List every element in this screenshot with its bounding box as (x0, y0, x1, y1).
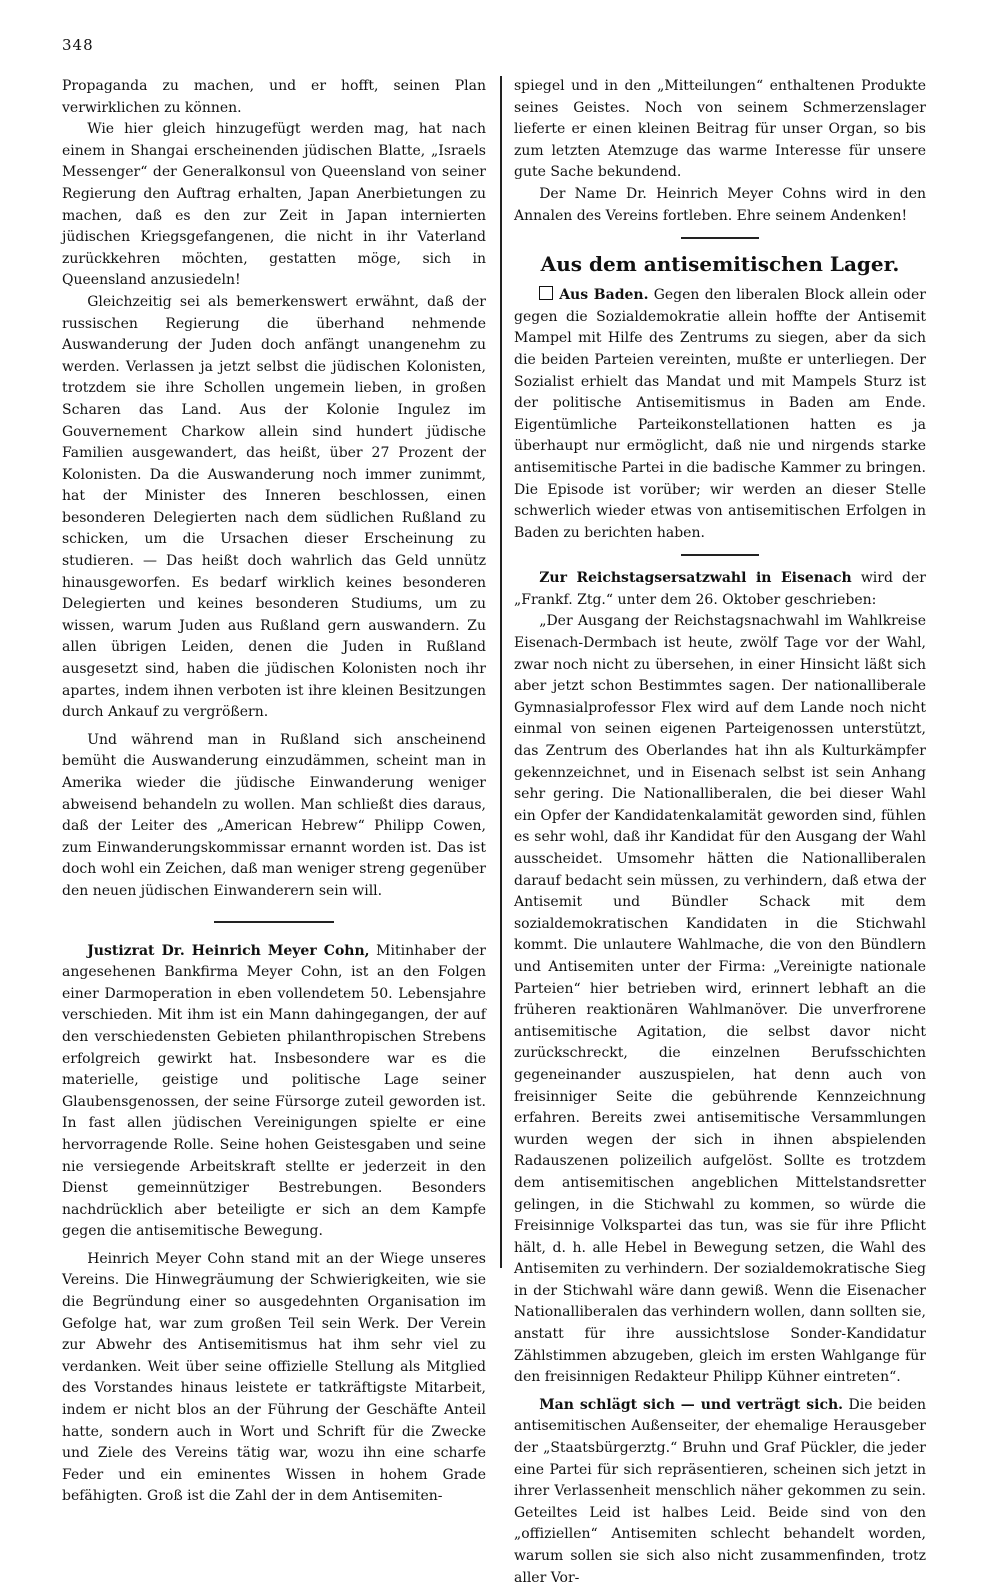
paragraph: Und während man in Rußland sich anscheinend bemüht die Auswanderung einzudämmen, scheint man in Amerika wieder die jüdische Einwanderung weniger abweisend behandeln zu wollen. Man schließt dies daraus, daß der Leiter des „American Hebrew“ Philipp Cowen, zum Einwanderungskommissar ernannt worden ist. Das ist doch wohl ein Zeichen, daß man weniger streng gegenüber den neuen jüdischen Einwanderern sein will. (62, 731, 486, 899)
section-divider (214, 921, 334, 923)
section-divider (681, 554, 759, 556)
paragraph: Propaganda zu machen, und er hofft, seinen Plan verwirklichen zu können. (62, 78, 486, 116)
baden-text: Gegen den liberalen Block allein oder gegen die Sozialdemokratie allein hoffte der Antisemit Mampel mit Hilfe des Zentrums zu siegen, aber da sich die beiden Parteien vereinten, mußte er unterliegen. Der Sozialist erhielt das Mandat und mit Mampels Sturz ist der politische Antisemitismus in Baden am Ende. Eigentümliche Parteikonstellationen hatten es ja überhaupt nur ermöglicht, daß nie und nirgends starke antisemitische Partei in die badische Kammer zu bringen. Die Episode ist vorüber; wir werden an dieser Stelle schwerlich wieder etwas von antisemitischen Erfolgen in Baden zu berichten haben. (514, 287, 927, 541)
page-number: 348 (62, 36, 94, 54)
last-paragraph (514, 1395, 926, 1589)
eisenach-heading: Zur Reichstagsersatzwahl in Eisenach (539, 570, 852, 587)
section-title: Aus dem antisemitischen Lager. (540, 252, 900, 277)
baden-heading: Aus Baden. (559, 287, 649, 304)
paragraph: Wie hier gleich hinzugefügt werden mag, hat nach einem in Shangai erscheinenden jüdischen Blatte, „Israels Messenger“ der Generalkonsul von Queensland von seiner Regierung den Auftrag erhalten, Japan Anerbietungen zu machen, daß es den zur Zeit in Japan internierten jüdischen Kriegsgefangenen, die nicht in ihr Vaterland zurückkehren möchten, gestatten möge, sich in Queensland anzusiedeln! (62, 121, 486, 289)
paragraph: spiegel und in den „Mitteilungen“ enthaltenen Produkte seines Geistes. Noch von seinem Schmerzenslager lieferte er einen kleinen Beitrag für unser Organ, so bis zum letzten Atemzuge das warme Interesse für unsere gute Sache bekundend. (514, 78, 926, 181)
last-text: Die beiden antisemitischen Außenseiter, der ehemalige Herausgeber der „Staatsbürgerztg.“ Bruhn und Graf Pückler, die jeder eine Partei für sich repräsentieren, scheinen sich jetzt in ihrer Verlassenheit menschlich näher gekommen zu sein. Geteiltes Leid ist halbes Leid. Beide sind von den „offiziellen“ Antisemiten schlecht behandelt worden, warum sollen sie sich also nicht zusammenfinden, trotz aller Vor- (514, 1396, 926, 1586)
left-column (62, 76, 486, 1508)
eisenach-intro: wird der „Frankf. Ztg.“ unter dem 26. Oktober geschrieben: (514, 570, 926, 608)
paragraph: Heinrich Meyer Cohn stand mit an der Wiege unseres Vereins. Die Hinwegräumung der Schwierigkeiten, wie sie die Begründung einer so ausgedehnten Organisation im Gefolge hat, war zum großen Teil sein Werk. Der Verein zur Abwehr des Antisemitismus hat ihm sehr viel zu verdanken. Weit über seine offizielle Stellung als Mitglied des Vorstandes hinaus leistete er tatkräftigste Mitarbeit, indem er nicht blos an der Führung der Geschäfte Anteil hatte, sondern auch in Wort und Schrift für die Zwecke und Ziele des Vereins tätig war, wozu ihn eine scharfe Feder und ein eminentes Wissen in hohem Grade befähigten. Groß ist die Zahl der in dem Antisemiten- (62, 1250, 486, 1505)
section-divider (681, 237, 759, 239)
baden-paragraph (514, 285, 926, 544)
column-rule (500, 76, 502, 1268)
paragraph: Gleichzeitig sei als bemerkenswert erwähnt, daß der russischen Regierung die überhand nehmende Auswanderung der Juden doch anfängt unangenehm zu werden. Verlassen ja jetzt selbst die jüdischen Kolonisten, trotzdem sie ihre Schollen ungemein lieben, in großen Scharen das Land. Aus der Kolonie Ingulez im Gouvernement Charkow allein sind hundert jüdische Familien ausgewandert, das heißt, über 27 Prozent der Kolonisten. Da die Auswanderung noch immer zunimmt, hat der Minister des Inneren beschlossen, einen besonderen Delegierten nach dem südlichen Rußland zu schicken, um die Ursachen dieser Erscheinung zu studieren. — Das heißt doch wahrlich das Geld unnütz hinausgeworfen. Es bedarf wirklich keines besonderen Delegierten und keines besonderen Studiums, um zu wissen, warum Juden aus Rußland gern auswandern. Zu allen übrigen Leiden, denen die Juden in Rußland ausgesetzt sind, haben die jüdischen Kolonisten noch ihr apartes, indem ihnen verboten ist ihre kleinen Besitzungen durch Ankauf zu vergrößern. (62, 293, 486, 721)
obituary-text: Mitinhaber der angesehenen Bankfirma Meyer Cohn, ist an den Folgen einer Darmoperation in eben vollendetem 50. Lebensjahre verschieden. Mit ihm ist ein Mann dahingegangen, der auf den verschiedensten Gebieten philanthropischen Strebens erfolgreich gewirkt hat. Insbesondere war es die materielle, geistige und politische Lage seiner Glaubensgenossen, der seine Fürsorge zuteil geworden ist. In fast allen jüdischen Vereinigungen spielte er eine hervorragende Rolle. Seine hohen Geistesgaben und seine nie versiegende Arbeitskraft stellte er jederzeit in den Dienst gemeinnütziger Bestrebungen. Besonders nachdrücklich aber beteiligte er sich an dem Kampfe gegen die antisemitische Bewegung. (62, 942, 487, 1240)
eisenach-quote: „Der Ausgang der Reichstagsnachwahl im Wahlkreise Eisenach-Dermbach ist heute, zwölf Tage vor der Wahl, zwar noch nicht zu übersehen, in einer Hinsicht läßt sich aber jetzt schon Bestimmtes sagen. Der nationalliberale Gymnasialprofessor Flex wird auf dem Lande noch nicht einmal von seinen eigenen Parteigenossen unterstützt, das Zentrum des Oberlandes hat ihn als Kulturkämpfer gekennzeichnet, und in Eisenach selbst ist sein Anhang sehr gering. Die Nationalliberalen, die bei dieser Wahl ein Opfer der Kandidatenkalamität geworden sind, fühlen es sehr wohl, daß ihr Kandidat für den Ausgang der Wahl ausscheidet. Umsomehr hätten die Nationalliberalen darauf bedacht sein müssen, zu verhindern, daß etwa der Antisemit und Bündler Schack mit dem sozialdemokratischen Kandidaten in die Stichwahl kommt. Die unlautere Wahlmache, die von den Bündlern und Antisemiten unter der Firma: „Vereinigte nationale Parteien“ hier betrieben wird, erinnert lebhaft an die früheren reaktionären Wahlmanöver. Die unverfrorene antisemitische Agitation, die selbst davor nicht zurückschreckt, die einzelnen Berufsschichten gegeneinander auszuspielen, hat denn auch von freisinniger Seite die gebührende Kennzeichnung erfahren. Bereits zwei antisemitische Versammlungen wurden wegen der sich in ihnen abspielenden Radauszenen polizeilich aufgelöst. Sollte es trotzdem dem antisemitischen angeblichen Mittelstandsretter gelingen, in die Stichwahl zu kommen, so würde die Freisinnige Volkspartei das tun, was sie für ihre Pflicht hält, d. h. alle Hebel in Bewegung setzen, die Wahl des Antisemiten zu verhindern. Der sozialdemokratische Sieg in der Stichwahl wäre dann gewiß. Wenn die Eisenacher Nationalliberalen das verhindern wollen, dann sollten sie, anstatt für ihre aussichtslose Sonder-Kandidatur Zählstimmen abzugeben, gleich im ersten Wahlgange für den freisinnigen Redakteur Philipp Kühner eintreten“. (514, 613, 926, 1386)
right-column (514, 76, 926, 1589)
paragraph: Der Name Dr. Heinrich Meyer Cohns wird in den Annalen des Vereins fortleben. Ehre seinem Andenken! (514, 185, 926, 224)
last-heading: Man schlägt sich — und verträgt sich. (539, 1396, 844, 1413)
box-marker-icon (539, 286, 553, 300)
obituary-paragraph (62, 941, 486, 1243)
eisenach-paragraph (514, 568, 926, 611)
obituary-heading: Justizrat Dr. Heinrich Meyer Cohn, (87, 942, 370, 959)
